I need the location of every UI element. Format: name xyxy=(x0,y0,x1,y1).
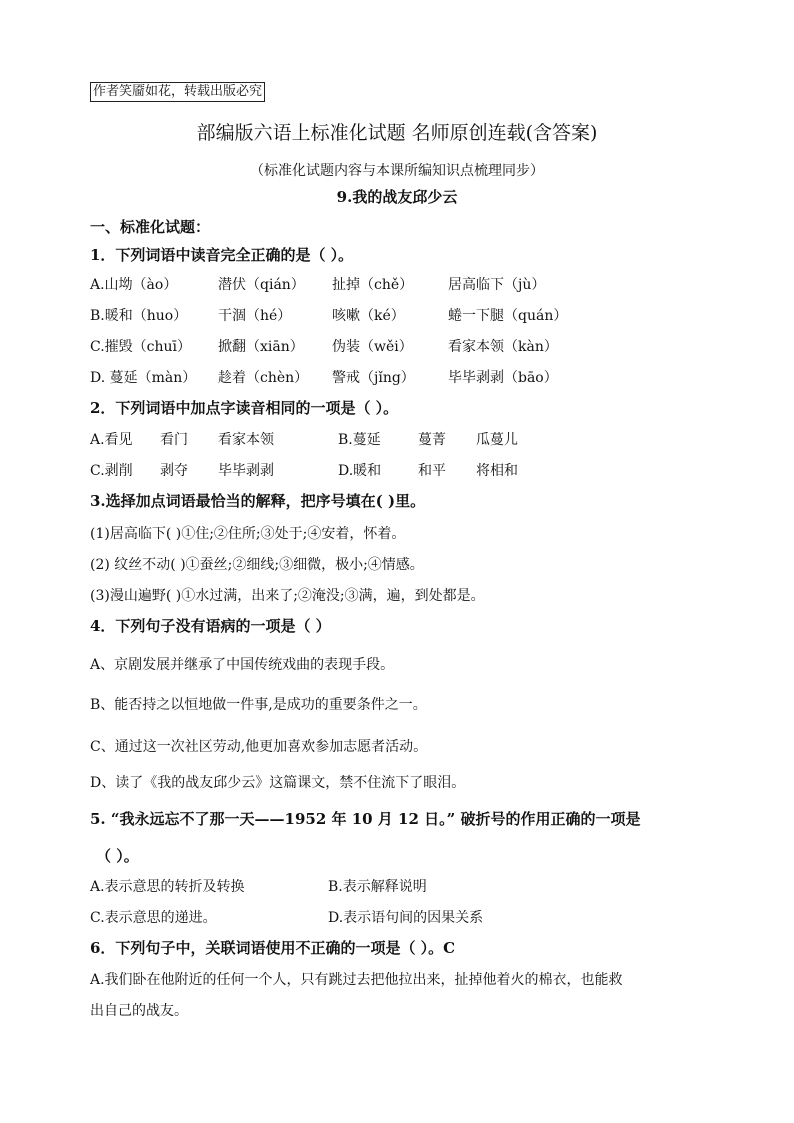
q2-word: 毕毕剥剥 xyxy=(218,463,274,479)
q1-option: C.摧毁（chuī） xyxy=(90,339,192,355)
q6-option-a-line1: A.我们卧在他附近的任何一个人，只有跳过去把他拉出来，扯掉他着火的棉衣，也能救 xyxy=(90,972,623,988)
q1-option: 警戒（jǐng） xyxy=(332,370,415,386)
q5-option: C.表示意思的递进。 xyxy=(90,910,217,926)
q1-option: D. 蔓延（màn） xyxy=(90,370,197,386)
lesson-title: 9.我的战友邱少云 xyxy=(336,188,458,206)
q2-word: 瓜蔓儿 xyxy=(476,432,518,448)
q5-option: A.表示意思的转折及转换 xyxy=(90,879,245,895)
q1-option: 潜伏（qián） xyxy=(218,277,305,293)
q4-option: D、读了《我的战友邱少云》这篇课文，禁不住流下了眼泪。 xyxy=(90,775,466,791)
q2-word: D.暖和 xyxy=(338,463,382,479)
question-5-blank: （ ）。 xyxy=(96,847,139,865)
q1-option: 居高临下（jù） xyxy=(448,277,546,293)
q2-word: 将相和 xyxy=(476,463,518,479)
q1-option: 蜷一下腿（quán） xyxy=(448,308,568,324)
question-5-stem: 5. “我永远忘不了那一天——1952 年 10 月 12 日。” 破折号的作用正确的一项是 xyxy=(90,810,641,828)
q5-option: D.表示语句间的因果关系 xyxy=(328,910,484,926)
q4-option: B、能否持之以恒地做一件事,是成功的重要条件之一。 xyxy=(90,697,427,713)
q4-option: A、京剧发展并继承了中国传统戏曲的表现手段。 xyxy=(90,657,395,673)
q1-option: 毕毕剥剥（bāo） xyxy=(448,370,558,386)
q3-item: (1)居高临下( )①住;②住所;③处于;④安着，怀着。 xyxy=(90,526,406,542)
q3-item: (2) 纹丝不动( )①蚕丝;②细线;③细微，极小;④情感。 xyxy=(90,557,424,573)
q1-option: 掀翻（xiān） xyxy=(218,339,304,355)
q2-word: 蔓菁 xyxy=(418,432,446,448)
page-title: 部编版六语上标准化试题 名师原创连载(含答案) xyxy=(196,122,598,144)
q2-word: A.看见 xyxy=(90,432,133,448)
question-6-stem: 6．下列句子中，关联词语使用不正确的一项是（ ）。C xyxy=(90,939,456,957)
q1-option: A.山坳（ào） xyxy=(90,277,178,293)
q6-option-a-line2: 出自己的战友。 xyxy=(90,1003,188,1019)
q2-word: B.蔓延 xyxy=(338,432,381,448)
q5-option: B.表示解释说明 xyxy=(328,879,427,895)
q2-word: C.剥削 xyxy=(90,463,133,479)
question-1-stem: 1．下列词语中读音完全正确的是（ ）。 xyxy=(90,246,354,264)
question-3-stem: 3.选择加点词语最恰当的解释，把序号填在( )里。 xyxy=(90,492,426,510)
q2-word: 看门 xyxy=(160,432,188,448)
q2-word: 剥夺 xyxy=(160,463,188,479)
q1-option: 扯掉（chě） xyxy=(332,277,414,293)
q1-option: 看家本领（kàn） xyxy=(448,339,558,355)
q1-option: 干涸（hé） xyxy=(218,308,292,324)
copyright-stamp: 作者笑靥如花，转载出版必究 xyxy=(90,82,265,102)
section-heading: 一、标准化试题： xyxy=(90,218,211,236)
q3-item: (3)漫山遍野( )①水过满，出来了;②淹没;③满，遍，到处都是。 xyxy=(90,588,485,604)
q4-option: C、通过这一次社区劳动,他更加喜欢参加志愿者活动。 xyxy=(90,739,428,755)
q1-option: 咳嗽（ké） xyxy=(332,308,405,324)
q1-option: 趁着（chèn） xyxy=(218,370,309,386)
q2-word: 和平 xyxy=(418,463,446,479)
question-2-stem: 2．下列词语中加点字读音相同的一项是（ ）。 xyxy=(90,399,399,417)
q1-option: B.暖和（huo） xyxy=(90,308,188,324)
q2-word: 看家本领 xyxy=(218,432,274,448)
q1-option: 伪装（wěi） xyxy=(332,339,413,355)
subtitle: （标准化试题内容与本课所编知识点梳理同步） xyxy=(250,163,544,179)
question-4-stem: 4．下列句子没有语病的一项是（ ） xyxy=(90,617,331,635)
